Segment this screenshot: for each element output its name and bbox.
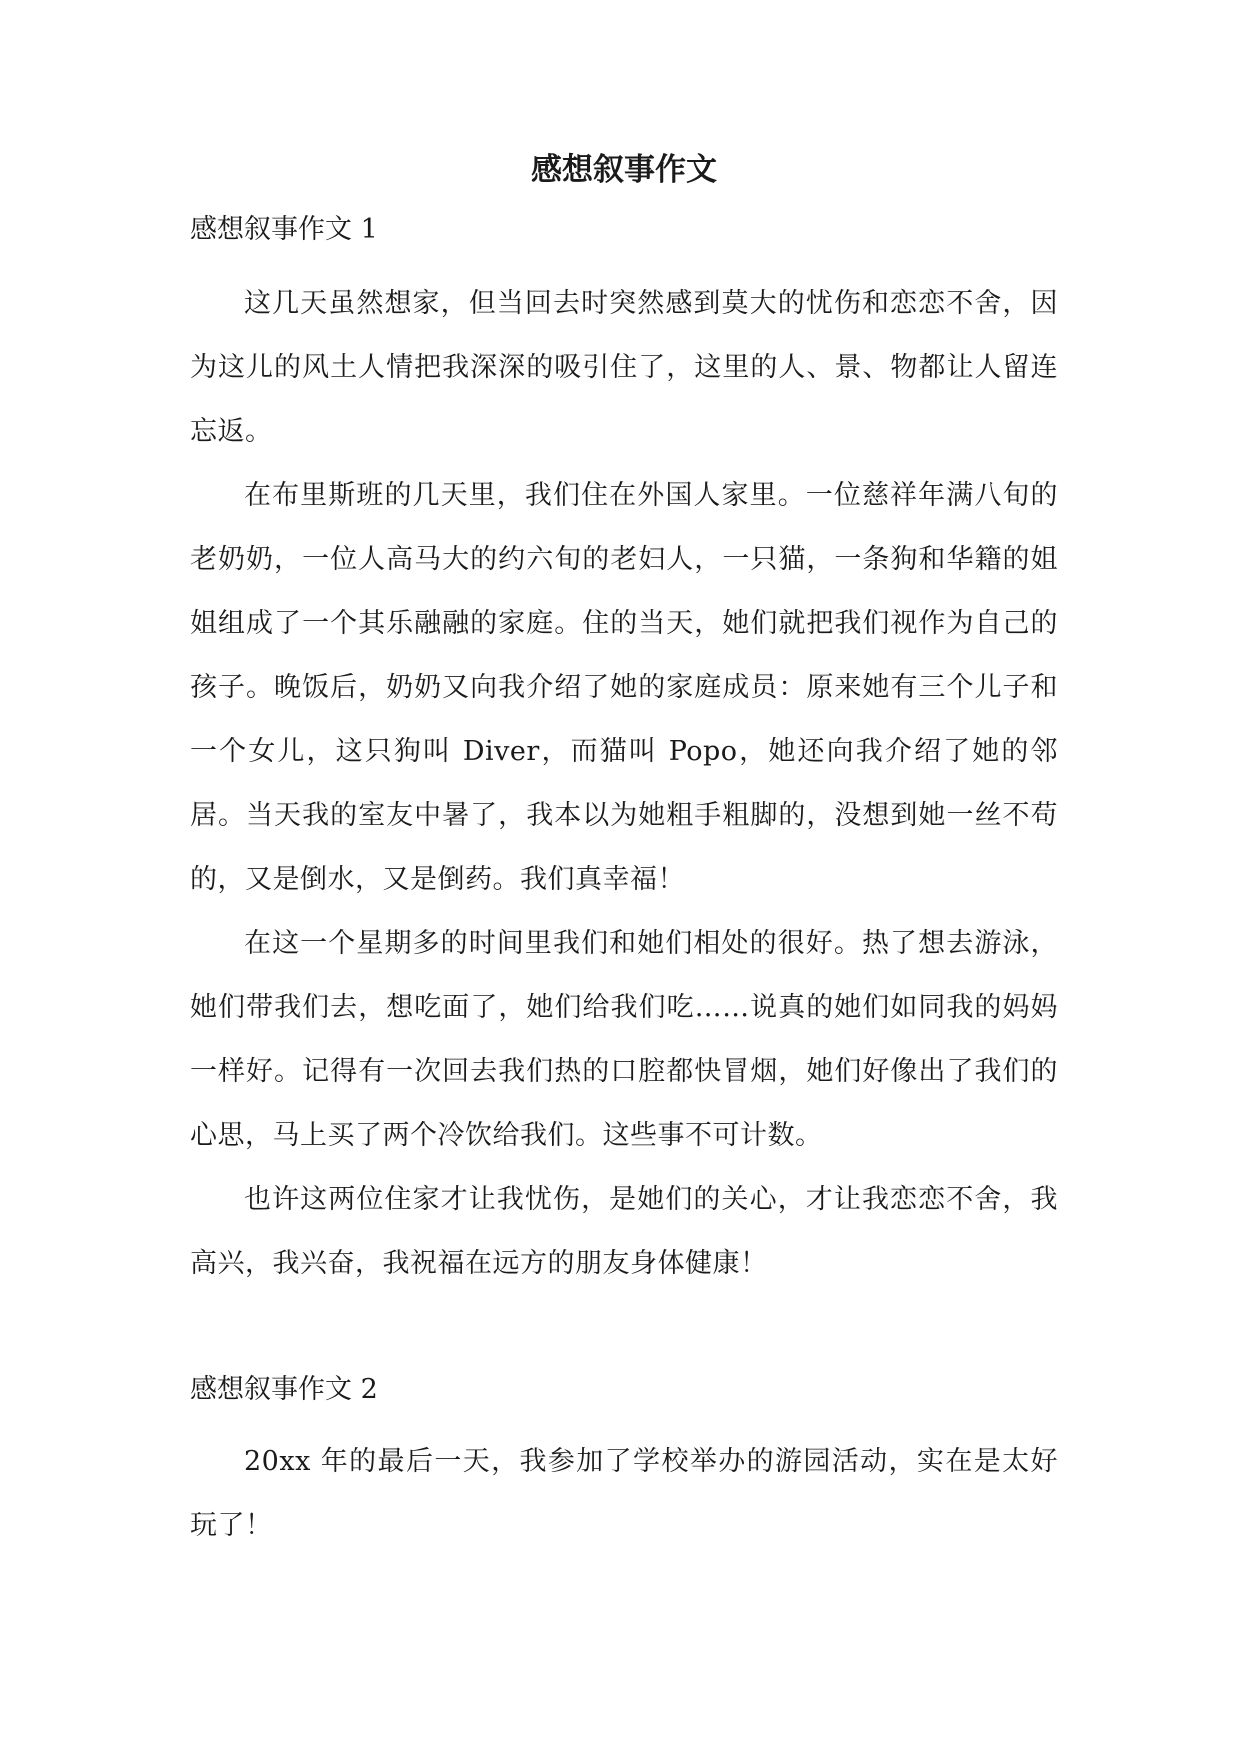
- paragraph: 这几天虽然想家，但当回去时突然感到莫大的忧伤和恋恋不舍，因为这儿的风土人情把我深深的吸引住了，这里的人、景、物都让人留连忘返。: [190, 288, 1058, 447]
- essay-section-2: [190, 1370, 1058, 1558]
- document-title: 感想叙事作文: [531, 152, 717, 188]
- section-heading: 感想叙事作文 1: [190, 214, 378, 245]
- paragraph: 在布里斯班的几天里，我们住在外国人家里。一位慈祥年满八旬的老奶奶，一位人高马大的约六旬的老妇人，一只猫，一条狗和华籍的姐姐组成了一个其乐融融的家庭。住的当天，她们就把我们视作为自己的孩子。晚饭后，奶奶又向我介绍了她的家庭成员：原来她有三个儿子和一个女儿，这只狗叫 Diver，而猫叫 Popo，她还向我介绍了她的邻居。当天我的室友中暑了，我本以为她粗手粗脚的，没想到她一丝不苟的，又是倒水，又是倒药。我们真幸福！: [190, 480, 1058, 895]
- section-heading: 感想叙事作文 2: [190, 1374, 378, 1405]
- paragraph: 20xx 年的最后一天，我参加了学校举办的游园活动，实在是太好玩了！: [190, 1446, 1058, 1541]
- paragraph: 在这一个星期多的时间里我们和她们相处的很好。热了想去游泳，她们带我们去，想吃面了，她们给我们吃……说真的她们如同我的妈妈一样好。记得有一次回去我们热的口腔都快冒烟，她们好像出了我们的心思，马上买了两个冷饮给我们。这些事不可计数。: [190, 928, 1058, 1151]
- section-spacer: [190, 1296, 1058, 1370]
- essay-section-1: [190, 210, 1058, 1296]
- document-page: [190, 150, 1058, 1558]
- paragraph: 也许这两位住家才让我忧伤，是她们的关心，才让我恋恋不舍，我高兴，我兴奋，我祝福在远方的朋友身体健康！: [190, 1184, 1058, 1279]
